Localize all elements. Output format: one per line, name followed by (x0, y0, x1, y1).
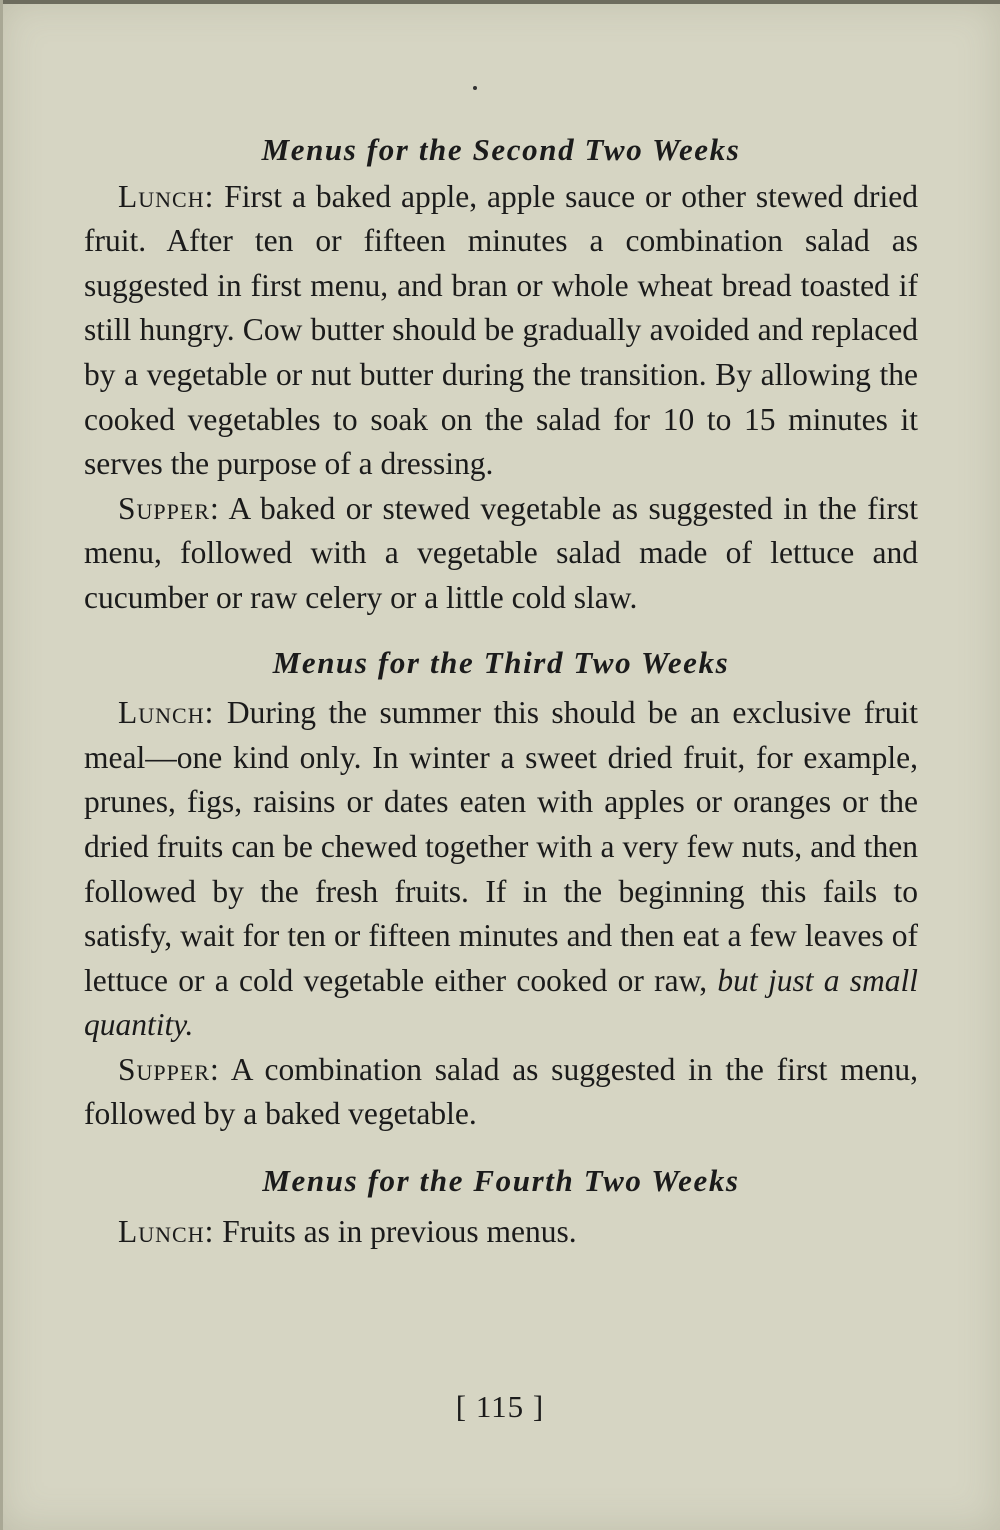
section-heading-third-two-weeks: Menus for the Third Two Weeks (272, 644, 730, 680)
paragraph-text: Fruits as in previous menus. (214, 1213, 577, 1249)
page-top-edge (0, 0, 1000, 4)
page-left-edge (0, 0, 3, 1530)
section-heading-fourth-two-weeks: Menus for the Fourth Two Weeks (262, 1163, 740, 1199)
section-heading-second-two-weeks: Menus for the Second Two Weeks (261, 132, 741, 167)
print-speck (473, 86, 477, 90)
meal-label-lunch: Lunch: (118, 695, 215, 731)
meal-label-lunch: Lunch: (118, 1213, 215, 1249)
paragraph-third-lunch (84, 691, 918, 1048)
paragraph-third-supper (84, 1048, 918, 1137)
page-number: [ 115 ] (455, 1389, 545, 1424)
paragraph-second-supper (84, 487, 918, 621)
paragraph-text: A baked or stewed vegetable as suggested in the first menu, followed with a vegetable salad made of lettuce and cucumber or raw celery or a little cold slaw. (84, 490, 918, 615)
page-body (84, 128, 918, 1254)
meal-label-supper: Supper: (118, 490, 220, 526)
paragraph-fourth-lunch (84, 1210, 918, 1255)
meal-label-supper: Supper: (118, 1051, 220, 1087)
paragraph-text: First a baked apple, apple sauce or other stewed dried fruit. After ten or fifteen minutes a combination salad as suggested in first menu, and bran or whole wheat bread toasted if still hungry. Cow butter should be gradually avoided and replaced by a vegetable or nut butter during the transition. By allowing the cooked vegetables to soak on the salad for 10 to 15 minutes it serves the purpose of a dressing. (84, 178, 918, 482)
emphasis-text: but just a small quantity. (84, 962, 918, 1043)
paragraph-text: During the summer this should be an exclusive fruit meal—one kind only. In winter a sweet dried fruit, for example, prunes, figs, raisins or dates eaten with apples or oranges or the dried fruits can be chewed together with a very few nuts, and then followed by the fresh fruits. If in the beginning this fails to satisfy, wait for ten or fifteen minutes and then eat a few leaves of lettuce or a cold vegetable either cooked or raw, (84, 695, 918, 998)
paragraph-text: A combination salad as suggested in the first menu, followed by a baked vegetable. (84, 1051, 918, 1132)
paragraph-second-lunch (84, 175, 918, 487)
meal-label-lunch: Lunch: (118, 178, 215, 214)
